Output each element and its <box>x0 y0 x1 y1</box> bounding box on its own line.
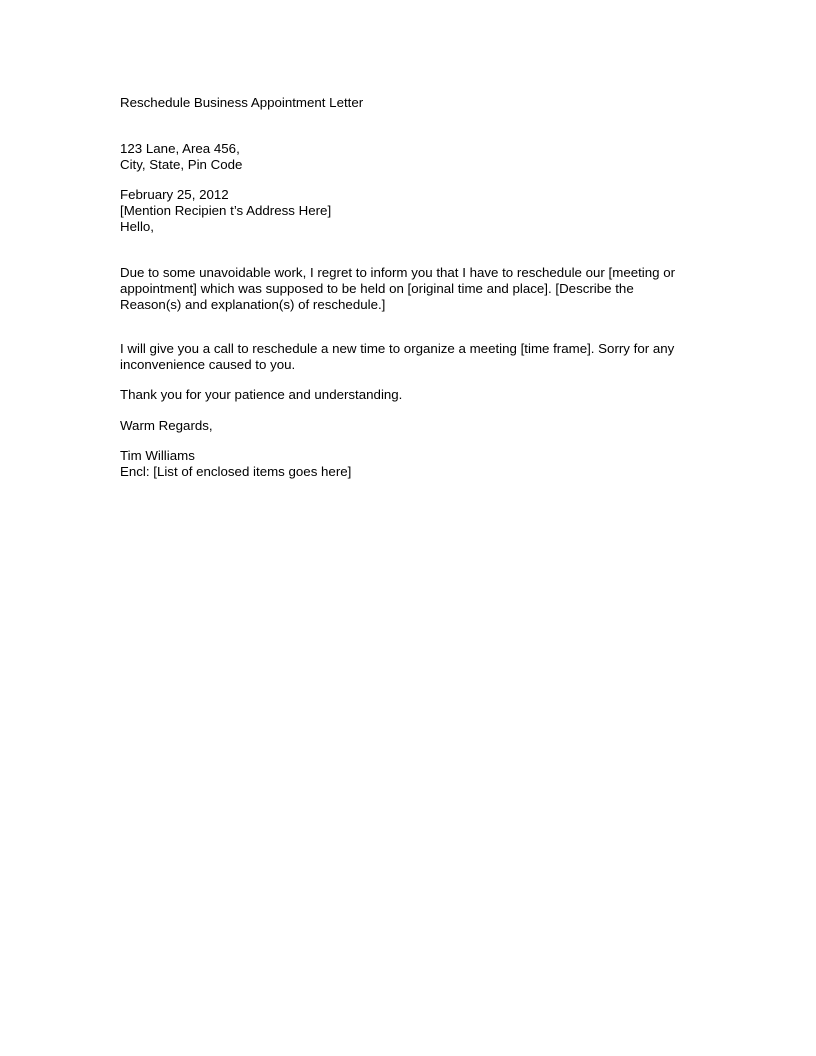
letter-date: February 25, 2012 <box>120 187 229 202</box>
recipient-address: [Mention Recipien t’s Address Here] <box>120 203 332 218</box>
enclosure-line: Encl: [List of enclosed items goes here] <box>120 464 352 479</box>
body-paragraph-3: Thank you for your patience and understanding. <box>120 387 403 402</box>
letter-title: Reschedule Business Appointment Letter <box>120 95 364 110</box>
body-paragraph-1-line-2: appointment] which was supposed to be held on [original time and place]. [Describe the <box>120 281 634 296</box>
signature-name: Tim Williams <box>120 448 195 463</box>
body-paragraph-2-line-2: inconvenience caused to you. <box>120 357 296 372</box>
body-paragraph-1-line-3: Reason(s) and explanation(s) of reschedule.] <box>120 297 386 312</box>
body-paragraph-2-line-1: I will give you a call to reschedule a new time to organize a meeting [time frame]. Sorry for any <box>120 341 675 356</box>
body-paragraph-1-line-1: Due to some unavoidable work, I regret to inform you that I have to reschedule our [meeting or <box>120 265 676 280</box>
sender-address-line2: City, State, Pin Code <box>120 157 243 172</box>
sender-address-line1: 123 Lane, Area 456, <box>120 141 240 156</box>
closing: Warm Regards, <box>120 418 213 433</box>
greeting: Hello, <box>120 219 154 234</box>
